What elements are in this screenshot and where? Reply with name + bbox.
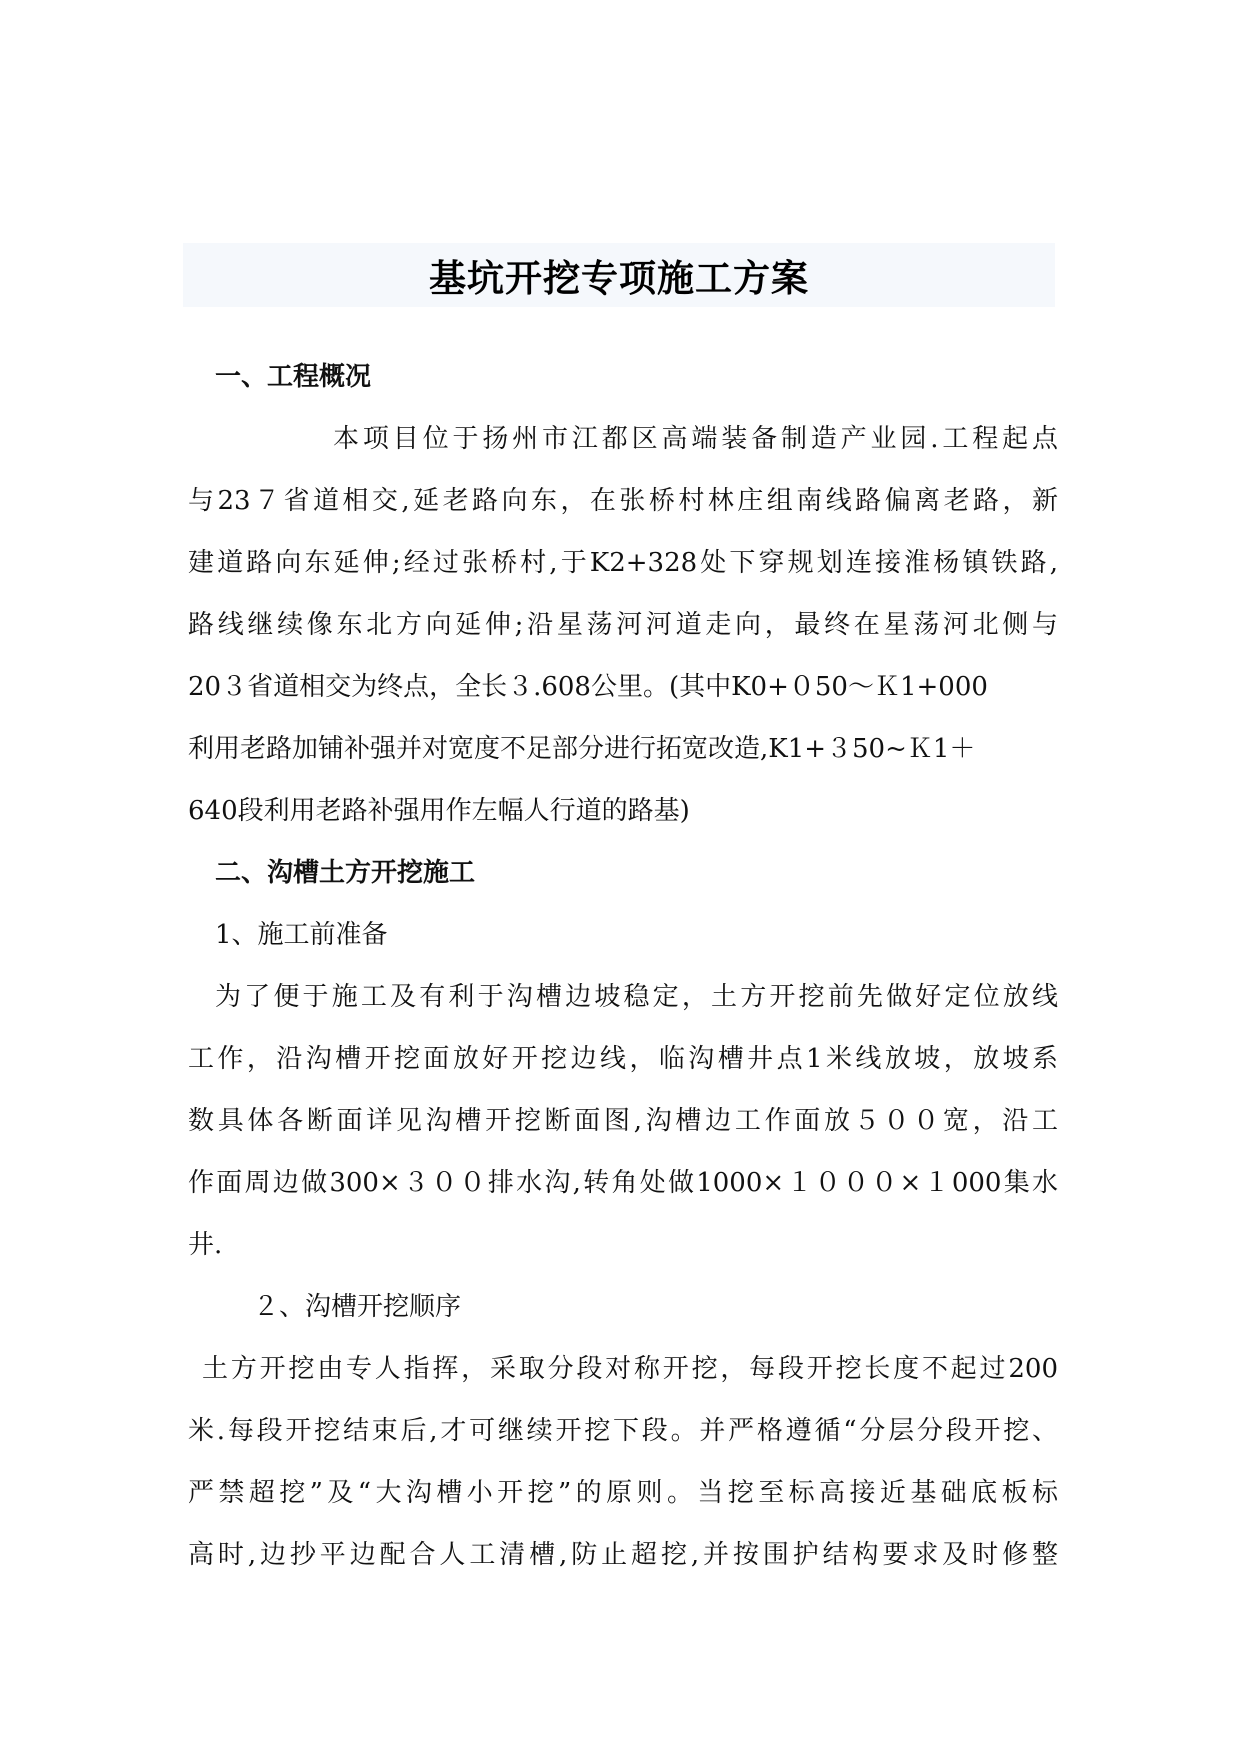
- subsection-heading-preparation: 1、施工前准备: [215, 920, 388, 950]
- paragraph-line: 高时,边抄平边配合人工清槽,防止超挖,并按围护结构要求及时修整: [188, 1540, 1058, 1570]
- paragraph-line: 严禁超挖”及“大沟槽小开挖”的原则。当挖至标高接近基础底板标: [188, 1478, 1058, 1508]
- paragraph-line: 建道路向东延伸;经过张桥村,于K2+328处下穿规划连接淮杨镇铁路,: [188, 548, 1058, 578]
- paragraph-line: 数具体各断面详见沟槽开挖断面图,沟槽边工作面放５００宽，沿工: [188, 1106, 1058, 1136]
- paragraph-line: 为了便于施工及有利于沟槽边坡稳定，土方开挖前先做好定位放线: [215, 982, 1058, 1012]
- paragraph-line: 路线继续像东北方向延伸;沿星荡河河道走向，最终在星荡河北侧与: [188, 610, 1058, 640]
- paragraph-line: 20３省道相交为终点，全长３.608公里。(其中K0+０50～Ｋ1+000: [188, 672, 988, 702]
- title-band: [183, 243, 1055, 307]
- paragraph-line: 米.每段开挖结束后,才可继续开挖下段。并严格遵循“分层分段开挖、: [188, 1416, 1058, 1446]
- paragraph-line: 作面周边做300×３００排水沟,转角处做1000×１０００×１000集水: [188, 1168, 1058, 1198]
- paragraph-line: 与23７省道相交,延老路向东，在张桥村林庄组南线路偏离老路，新: [188, 486, 1058, 516]
- paragraph-line: 土方开挖由专人指挥，采取分段对称开挖，每段开挖长度不起过200: [202, 1354, 1058, 1384]
- paragraph-line: 640段利用老路补强用作左幅人行道的路基): [188, 796, 690, 826]
- paragraph-line: 工作，沿沟槽开挖面放好开挖边线，临沟槽井点1米线放坡，放坡系: [188, 1044, 1058, 1074]
- paragraph-line: 井.: [188, 1230, 223, 1260]
- paragraph-line: 本项目位于扬州市江都区高端装备制造产业园.工程起点: [333, 424, 1058, 454]
- section-heading-overview: 一、工程概况: [215, 362, 372, 392]
- section-heading-excavation: 二、沟槽土方开挖施工: [215, 858, 476, 888]
- document-title: 基坑开挖专项施工方案: [429, 256, 809, 300]
- subsection-heading-sequence: ２、沟槽开挖顺序: [253, 1292, 462, 1322]
- paragraph-line: 利用老路加铺补强并对宽度不足部分进行拓宽改造,K1+３50~Ｋ1＋: [188, 734, 976, 764]
- document-body: [188, 346, 1058, 1586]
